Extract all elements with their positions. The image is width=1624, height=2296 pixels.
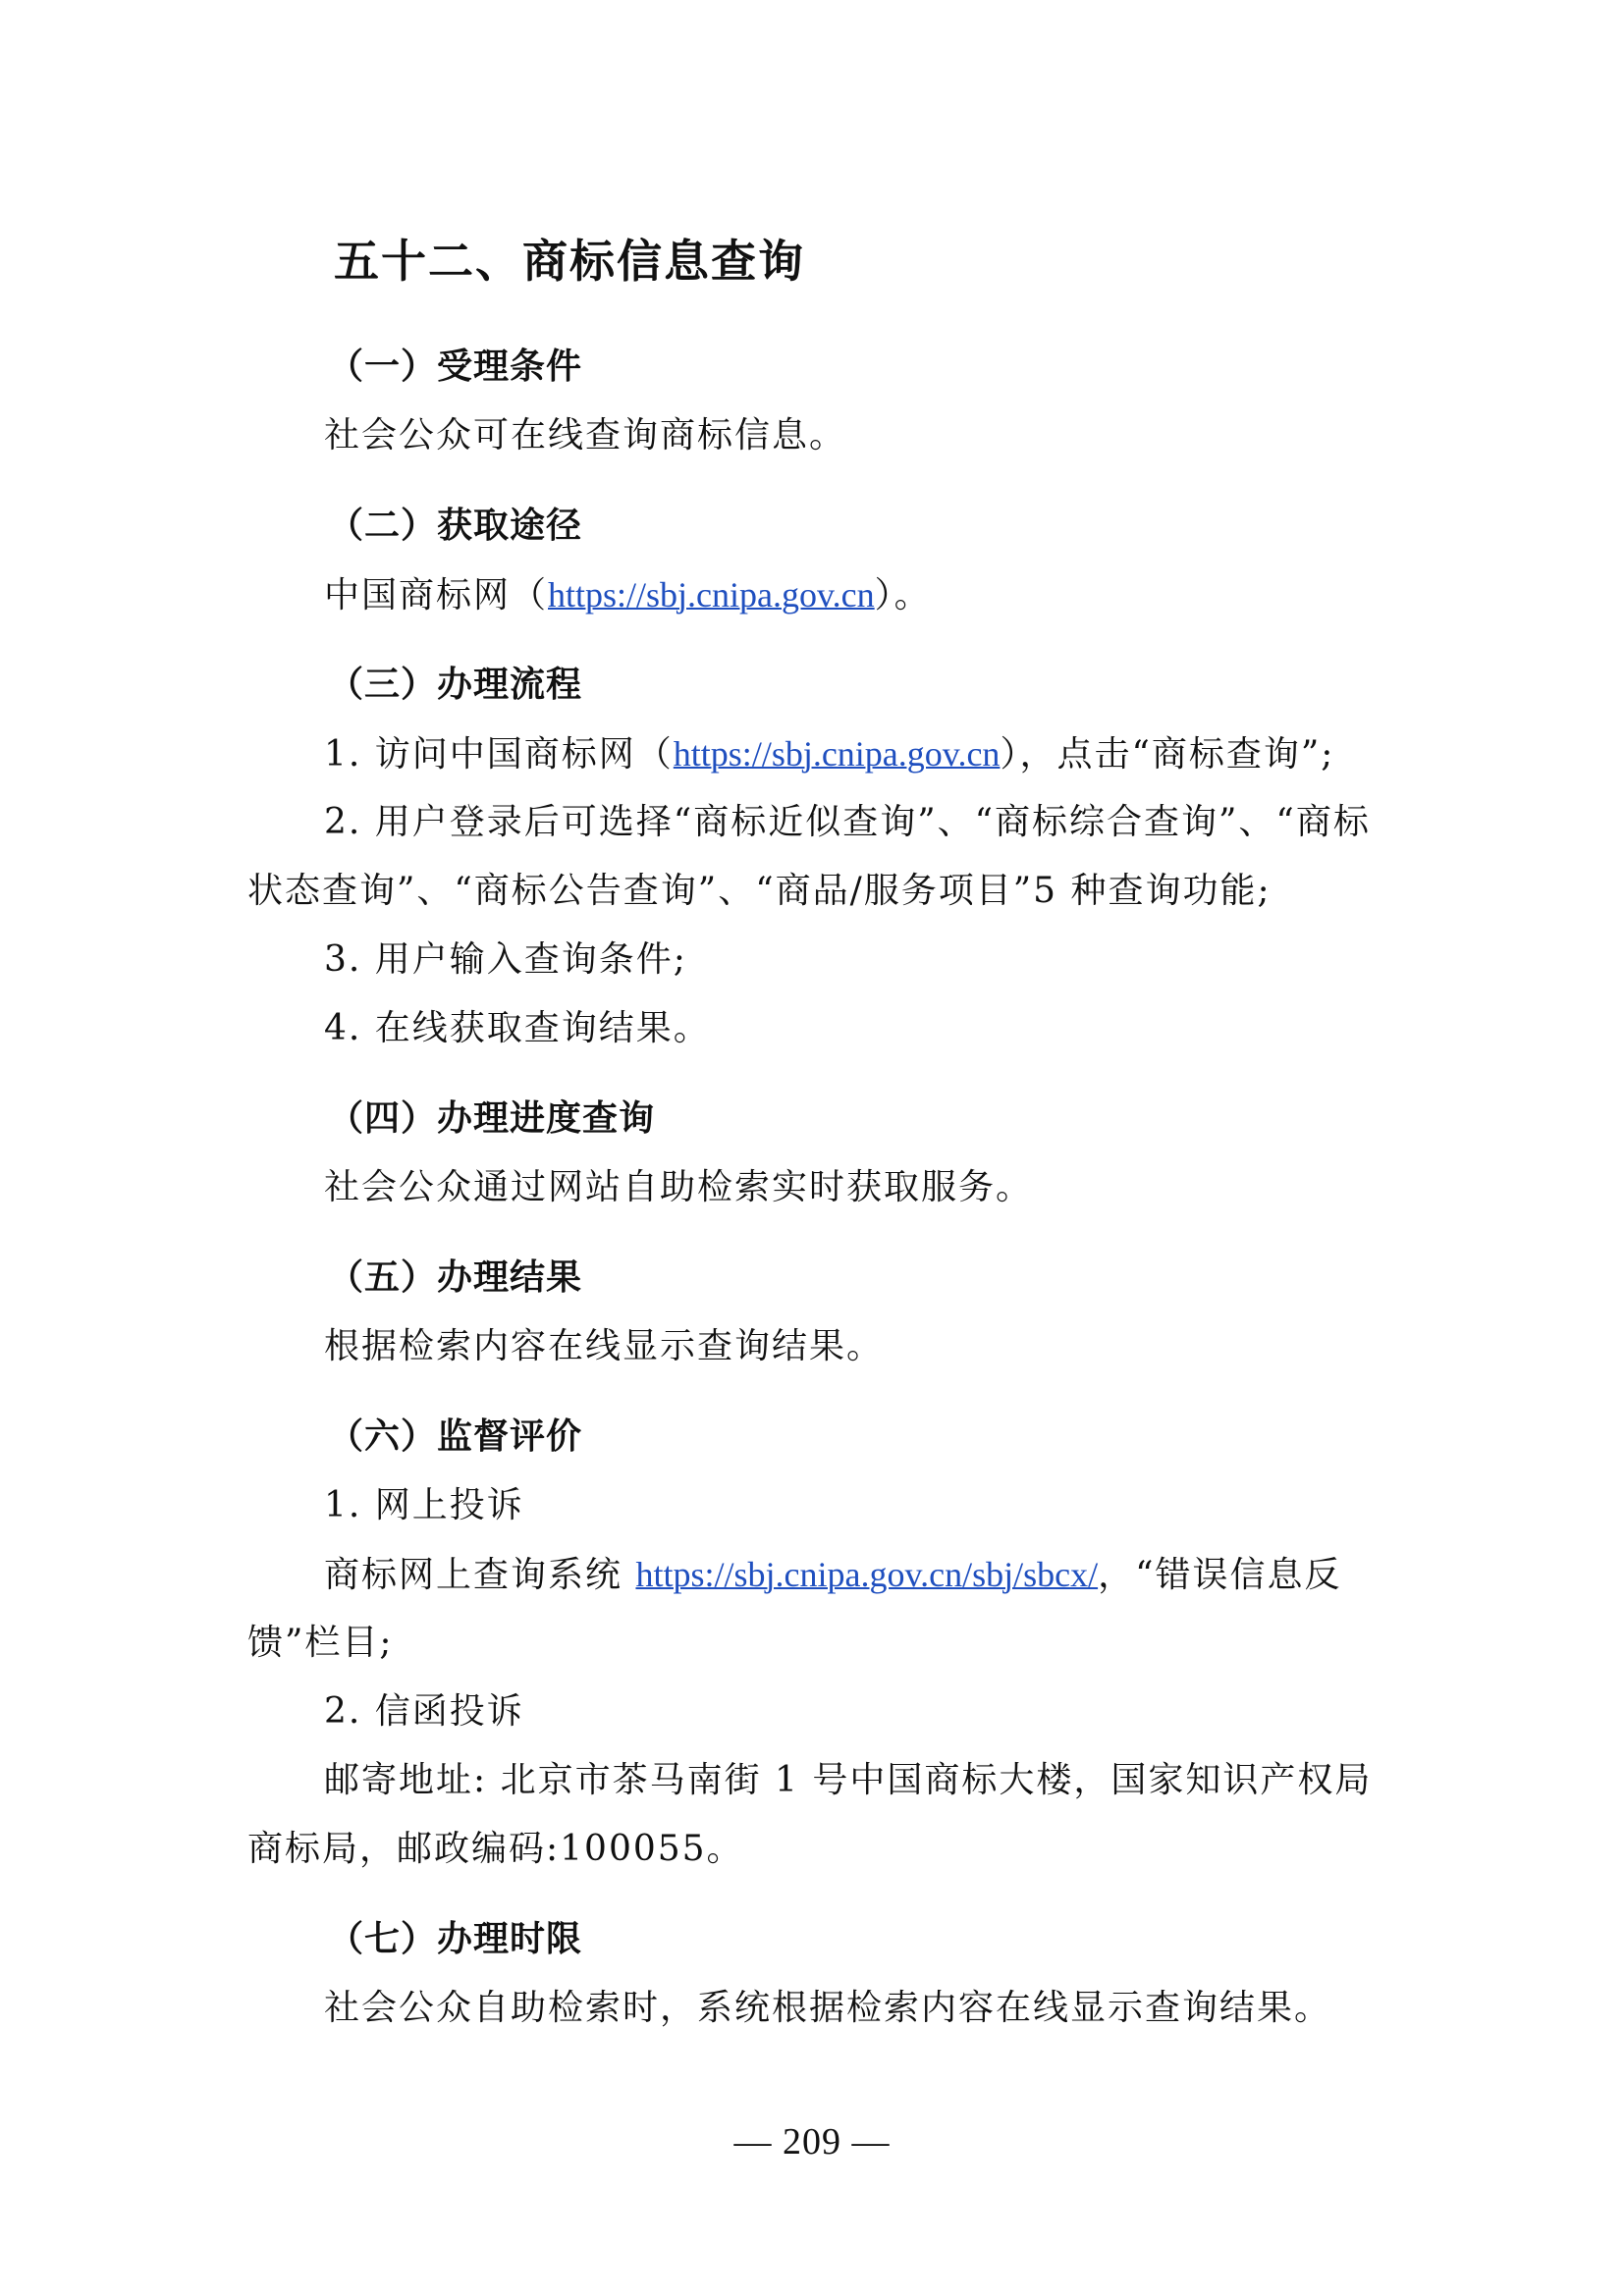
section-heading-procedure: （三）办理流程	[328, 665, 583, 705]
online-complaint-line-2: 馈”栏目;	[247, 1623, 394, 1663]
section-heading-acceptance-conditions: （一）受理条件	[328, 347, 583, 387]
section-heading-access-channel: （二）获取途径	[328, 506, 583, 546]
procedure-step-2-line-2: 状态查询”、“商标公告查询”、“商品/服务项目”5 种查询功能;	[247, 871, 1272, 911]
access-channel-prefix: 中国商标网（	[324, 575, 549, 615]
supervision-item-online: 1. 网上投诉	[324, 1485, 524, 1525]
section-heading-time-limit: （七）办理时限	[328, 1919, 583, 1959]
mailing-address-line-2: 商标局，邮政编码:100055。	[247, 1829, 744, 1869]
mailing-address-line-1: 邮寄地址: 北京市茶马南街 1 号中国商标大楼，国家知识产权局	[324, 1760, 1373, 1800]
section-heading-supervision: （六）监督评价	[328, 1416, 583, 1457]
access-channel-text	[324, 571, 1463, 619]
procedure-step-1-suffix: ），点击“商标查询”;	[1000, 734, 1335, 774]
procedure-step-2-line-1: 2. 用户登录后可选择“商标近似查询”、“商标综合查询”、“商标	[324, 802, 1371, 842]
trademark-site-link[interactable]: https://sbj.cnipa.gov.cn	[548, 575, 875, 614]
page-title: 五十二、商标信息查询	[334, 235, 805, 288]
procedure-step-1	[324, 730, 1463, 778]
procedure-step-1-prefix: 1. 访问中国商标网（	[324, 734, 674, 774]
trademark-query-system-link[interactable]: https://sbj.cnipa.gov.cn/sbj/sbcx/	[635, 1555, 1099, 1594]
acceptance-conditions-text: 社会公众可在线查询商标信息。	[324, 415, 847, 455]
online-complaint-prefix: 商标网上查询系统	[324, 1555, 636, 1595]
procedure-step-3: 3. 用户输入查询条件;	[324, 939, 687, 980]
procedure-site-link[interactable]: https://sbj.cnipa.gov.cn	[673, 734, 1001, 774]
online-complaint-line-1	[324, 1551, 1463, 1599]
procedure-step-4: 4. 在线获取查询结果。	[324, 1008, 711, 1048]
section-heading-result: （五）办理结果	[328, 1257, 583, 1298]
section-heading-progress-query: （四）办理进度查询	[328, 1098, 656, 1139]
online-complaint-suffix: ，“错误信息反	[1098, 1555, 1342, 1595]
progress-query-text: 社会公众通过网站自助检索实时获取服务。	[324, 1167, 1034, 1207]
access-channel-suffix: ）。	[874, 575, 932, 615]
supervision-item-letter: 2. 信函投诉	[324, 1691, 524, 1732]
result-text: 根据检索内容在线显示查询结果。	[324, 1326, 885, 1366]
page-number: — 209 —	[733, 2121, 891, 2163]
time-limit-text: 社会公众自助检索时，系统根据检索内容在线显示查询结果。	[324, 1988, 1332, 2028]
